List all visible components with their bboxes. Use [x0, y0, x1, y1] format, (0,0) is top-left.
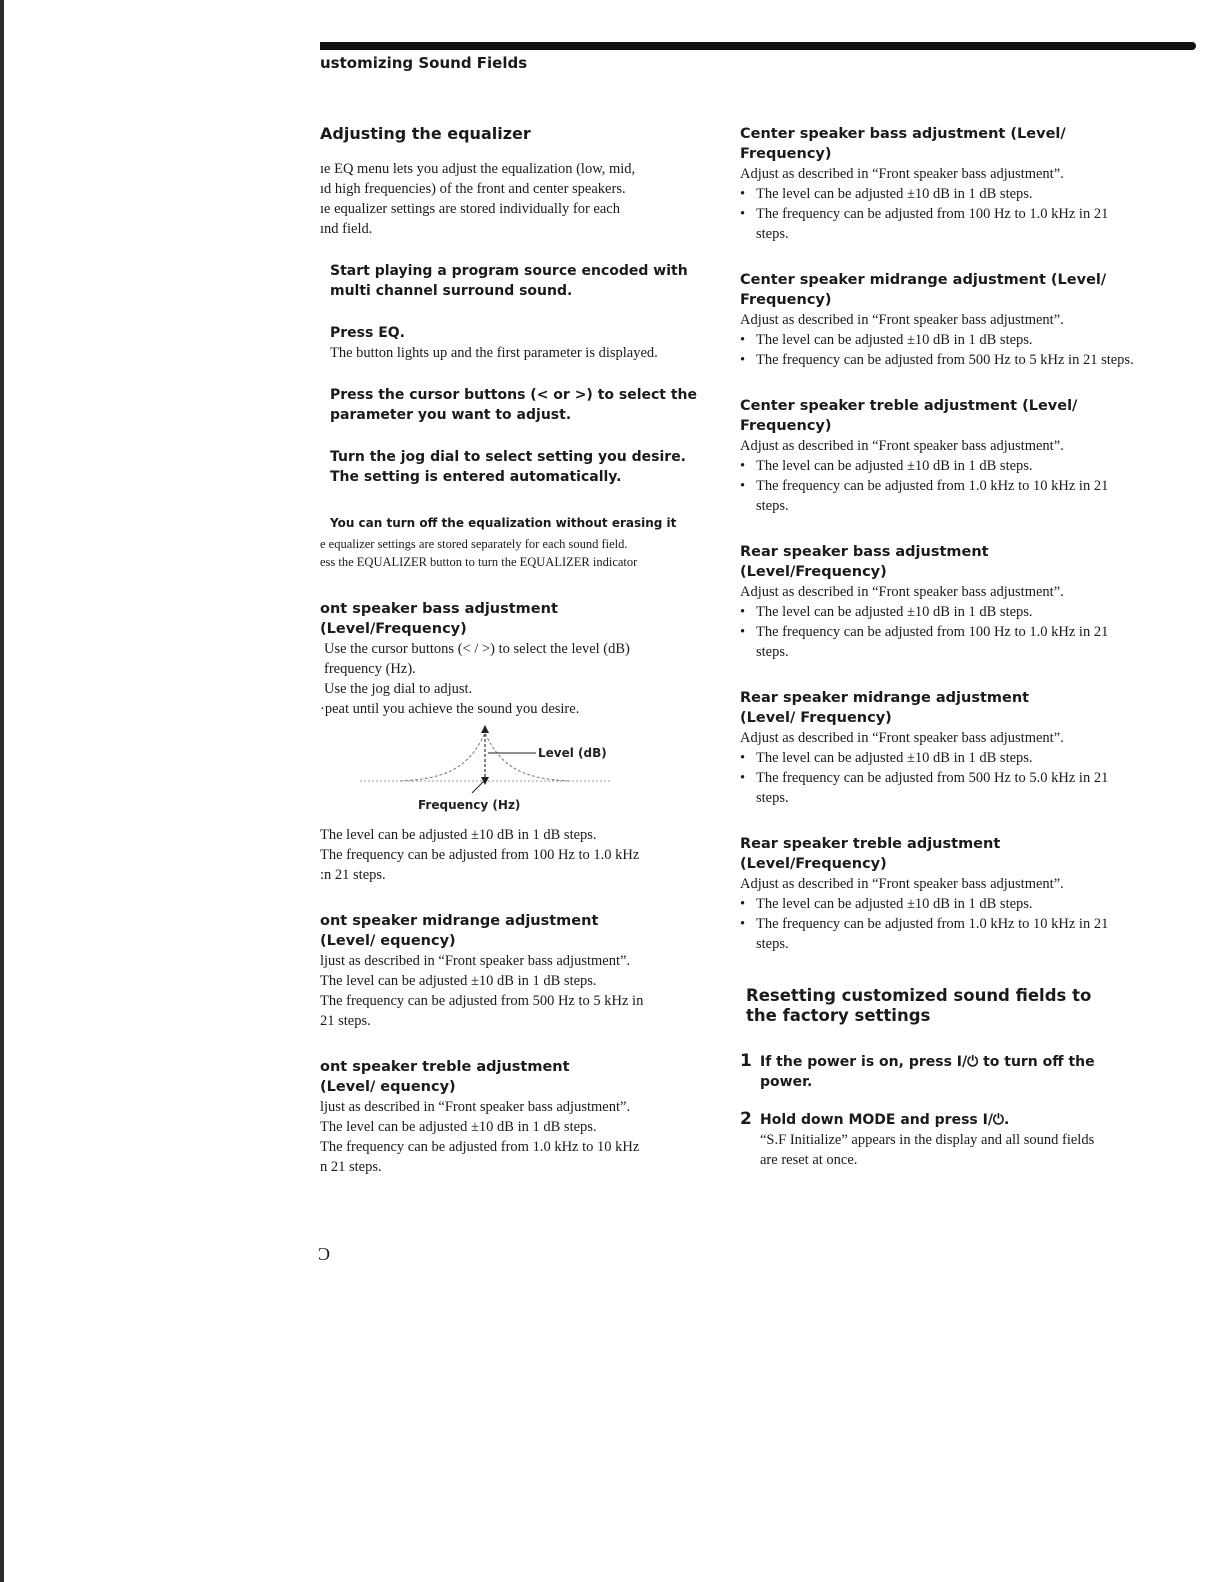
level-arrow-up	[481, 725, 489, 733]
subsection-heading: Center speaker bass adjustment (Level/ Frequency)	[740, 126, 1066, 162]
bullet-item: • The level can be adjusted ±10 dB in 1 dB steps.	[740, 456, 1140, 476]
rear-midrange-section	[740, 688, 1140, 808]
subsection-heading: ont speaker bass adjustment (Level/Frequency)	[320, 601, 558, 637]
rear-bass-section	[740, 542, 1140, 662]
step-title: Press the cursor buttons (< or >) to select the parameter you want to adjust.	[330, 387, 698, 423]
bullet-item: • The frequency can be adjusted from 500 Hz to 5 kHz in 21 steps.	[740, 350, 1140, 370]
tip-line: e equalizer settings are stored separately for each sound field.	[320, 537, 628, 551]
bullet-item: • The frequency can be adjusted from 1.0 kHz to 10 kHz in 21 steps.	[740, 476, 1140, 516]
body-line: The level can be adjusted ±10 dB in 1 dB steps.	[320, 827, 597, 843]
bullet-item: • The level can be adjusted ±10 dB in 1 dB steps.	[740, 602, 1140, 622]
reset-step	[740, 1110, 1140, 1170]
subsection-heading: Rear speaker midrange adjustment (Level/ Frequency)	[740, 690, 1030, 726]
step-number: 1	[740, 1051, 752, 1071]
procedure-step	[330, 447, 700, 487]
body-line: ·peat until you achieve the sound you desire.	[320, 701, 580, 717]
body-line: The level can be adjusted ±10 dB in 1 dB steps.	[320, 1119, 597, 1135]
body-line: Adjust as described in “Front speaker bass adjustment”.	[740, 584, 1064, 600]
step-title: Start playing a program source encoded with multi channel surround sound.	[330, 263, 688, 299]
center-midrange-section	[740, 270, 1140, 370]
body-line: 21 steps.	[320, 1013, 371, 1029]
bullet-item: • The frequency can be adjusted from 100 Hz to 1.0 kHz in 21 steps.	[740, 622, 1140, 662]
equalizer-curve-diagram	[360, 725, 660, 817]
front-midrange-section	[320, 911, 700, 1031]
bullet-item: • The level can be adjusted ±10 dB in 1 dB steps.	[740, 330, 1140, 350]
reset-heading: Resetting customized sound fields to the factory settings	[746, 986, 1092, 1025]
body-line: Adjust as described in “Front speaker bass adjustment”.	[740, 312, 1064, 328]
frequency-label: Frequency (Hz)	[418, 798, 521, 812]
body-line: :n 21 steps.	[320, 867, 386, 883]
bullet-item: • The frequency can be adjusted from 100 Hz to 1.0 kHz in 21 steps.	[740, 204, 1140, 244]
subsection-heading: Center speaker midrange adjustment (Level/ Frequency)	[740, 272, 1107, 308]
intro-line: ınd field.	[320, 221, 373, 237]
intro-line: ıe EQ menu lets you adjust the equalization (low, mid,	[320, 161, 636, 177]
running-header: ustomizing Sound Fields	[320, 54, 528, 72]
subsection-heading: Center speaker treble adjustment (Level/ Frequency)	[740, 398, 1078, 434]
intro-line: ıe equalizer settings are stored individually for each	[320, 201, 620, 217]
body-line: Adjust as described in “Front speaker bass adjustment”.	[740, 438, 1064, 454]
body-line: The frequency can be adjusted from 100 Hz to 1.0 kHz	[320, 847, 640, 863]
front-treble-section	[320, 1057, 700, 1177]
body-line: n 21 steps.	[320, 1159, 382, 1175]
tip-title: You can turn off the equalization without erasing it	[330, 516, 677, 530]
step-title: If the power is on, press I/⏻ to turn off the power.	[760, 1054, 1095, 1090]
reset-step	[740, 1052, 1140, 1092]
bullet-item: • The level can be adjusted ±10 dB in 1 dB steps.	[740, 184, 1140, 204]
step-title: Press EQ.	[330, 325, 405, 341]
body-line: The frequency can be adjusted from 500 Hz to 5 kHz in	[320, 993, 644, 1009]
right-column	[740, 124, 1140, 1188]
body-line: Use the cursor buttons (< / >) to select the level (dB)	[324, 641, 630, 657]
center-treble-section	[740, 396, 1140, 516]
subsection-heading: Rear speaker treble adjustment (Level/Frequency)	[740, 836, 1001, 872]
level-label: Level (dB)	[538, 746, 607, 760]
center-bass-section	[740, 124, 1140, 244]
rear-treble-section	[740, 834, 1140, 954]
body-line: ljust as described in “Front speaker bass adjustment”.	[320, 953, 631, 969]
body-line: The frequency can be adjusted from 1.0 kHz to 10 kHz	[320, 1139, 640, 1155]
header-rule	[320, 42, 1196, 50]
intro-line: ıd high frequencies) of the front and center speakers.	[320, 181, 626, 197]
bullet-item: • The frequency can be adjusted from 500 Hz to 5.0 kHz in 21 steps.	[740, 768, 1140, 808]
body-line: ljust as described in “Front speaker bass adjustment”.	[320, 1099, 631, 1115]
page-number: Ɔ	[318, 1244, 331, 1264]
body-line: Use the jog dial to adjust.	[324, 681, 473, 697]
tip-line: ess the EQUALIZER button to turn the EQUALIZER indicator	[320, 555, 638, 569]
body-line: Adjust as described in “Front speaker bass adjustment”.	[740, 876, 1064, 892]
front-bass-section	[320, 599, 700, 885]
tip-box	[320, 515, 700, 571]
body-line: Adjust as described in “Front speaker bass adjustment”.	[740, 730, 1064, 746]
subsection-heading: ont speaker midrange adjustment (Level/ equency)	[320, 913, 599, 949]
freq-pointer	[472, 781, 484, 793]
step-number: 2	[740, 1109, 752, 1129]
left-column	[320, 124, 700, 1203]
procedure-step	[330, 323, 700, 363]
section-heading: Adjusting the equalizer	[320, 124, 531, 143]
procedure-step	[330, 261, 700, 301]
bullet-item: • The level can be adjusted ±10 dB in 1 dB steps.	[740, 748, 1140, 768]
subsection-heading: ont speaker treble adjustment (Level/ equency)	[320, 1059, 570, 1095]
body-line: frequency (Hz).	[324, 661, 416, 677]
body-line: Adjust as described in “Front speaker bass adjustment”.	[740, 166, 1064, 182]
step-text: “S.F Initialize” appears in the display and all sound fields are reset at once.	[760, 1132, 1095, 1168]
body-line: The level can be adjusted ±10 dB in 1 dB steps.	[320, 973, 597, 989]
procedure-step	[330, 385, 700, 425]
level-arrow-down	[481, 777, 489, 785]
step-text: The button lights up and the first parameter is displayed.	[330, 345, 658, 361]
step-title: Turn the jog dial to select setting you desire. The setting is entered automatically.	[330, 449, 687, 485]
step-title: Hold down MODE and press I/⏻.	[760, 1112, 1010, 1128]
intro-paragraph	[320, 159, 700, 239]
bullet-item: • The frequency can be adjusted from 1.0 kHz to 10 kHz in 21 steps.	[740, 914, 1140, 954]
subsection-heading: Rear speaker bass adjustment (Level/Frequency)	[740, 544, 989, 580]
bullet-item: • The level can be adjusted ±10 dB in 1 dB steps.	[740, 894, 1140, 914]
page-edge	[0, 0, 4, 1582]
